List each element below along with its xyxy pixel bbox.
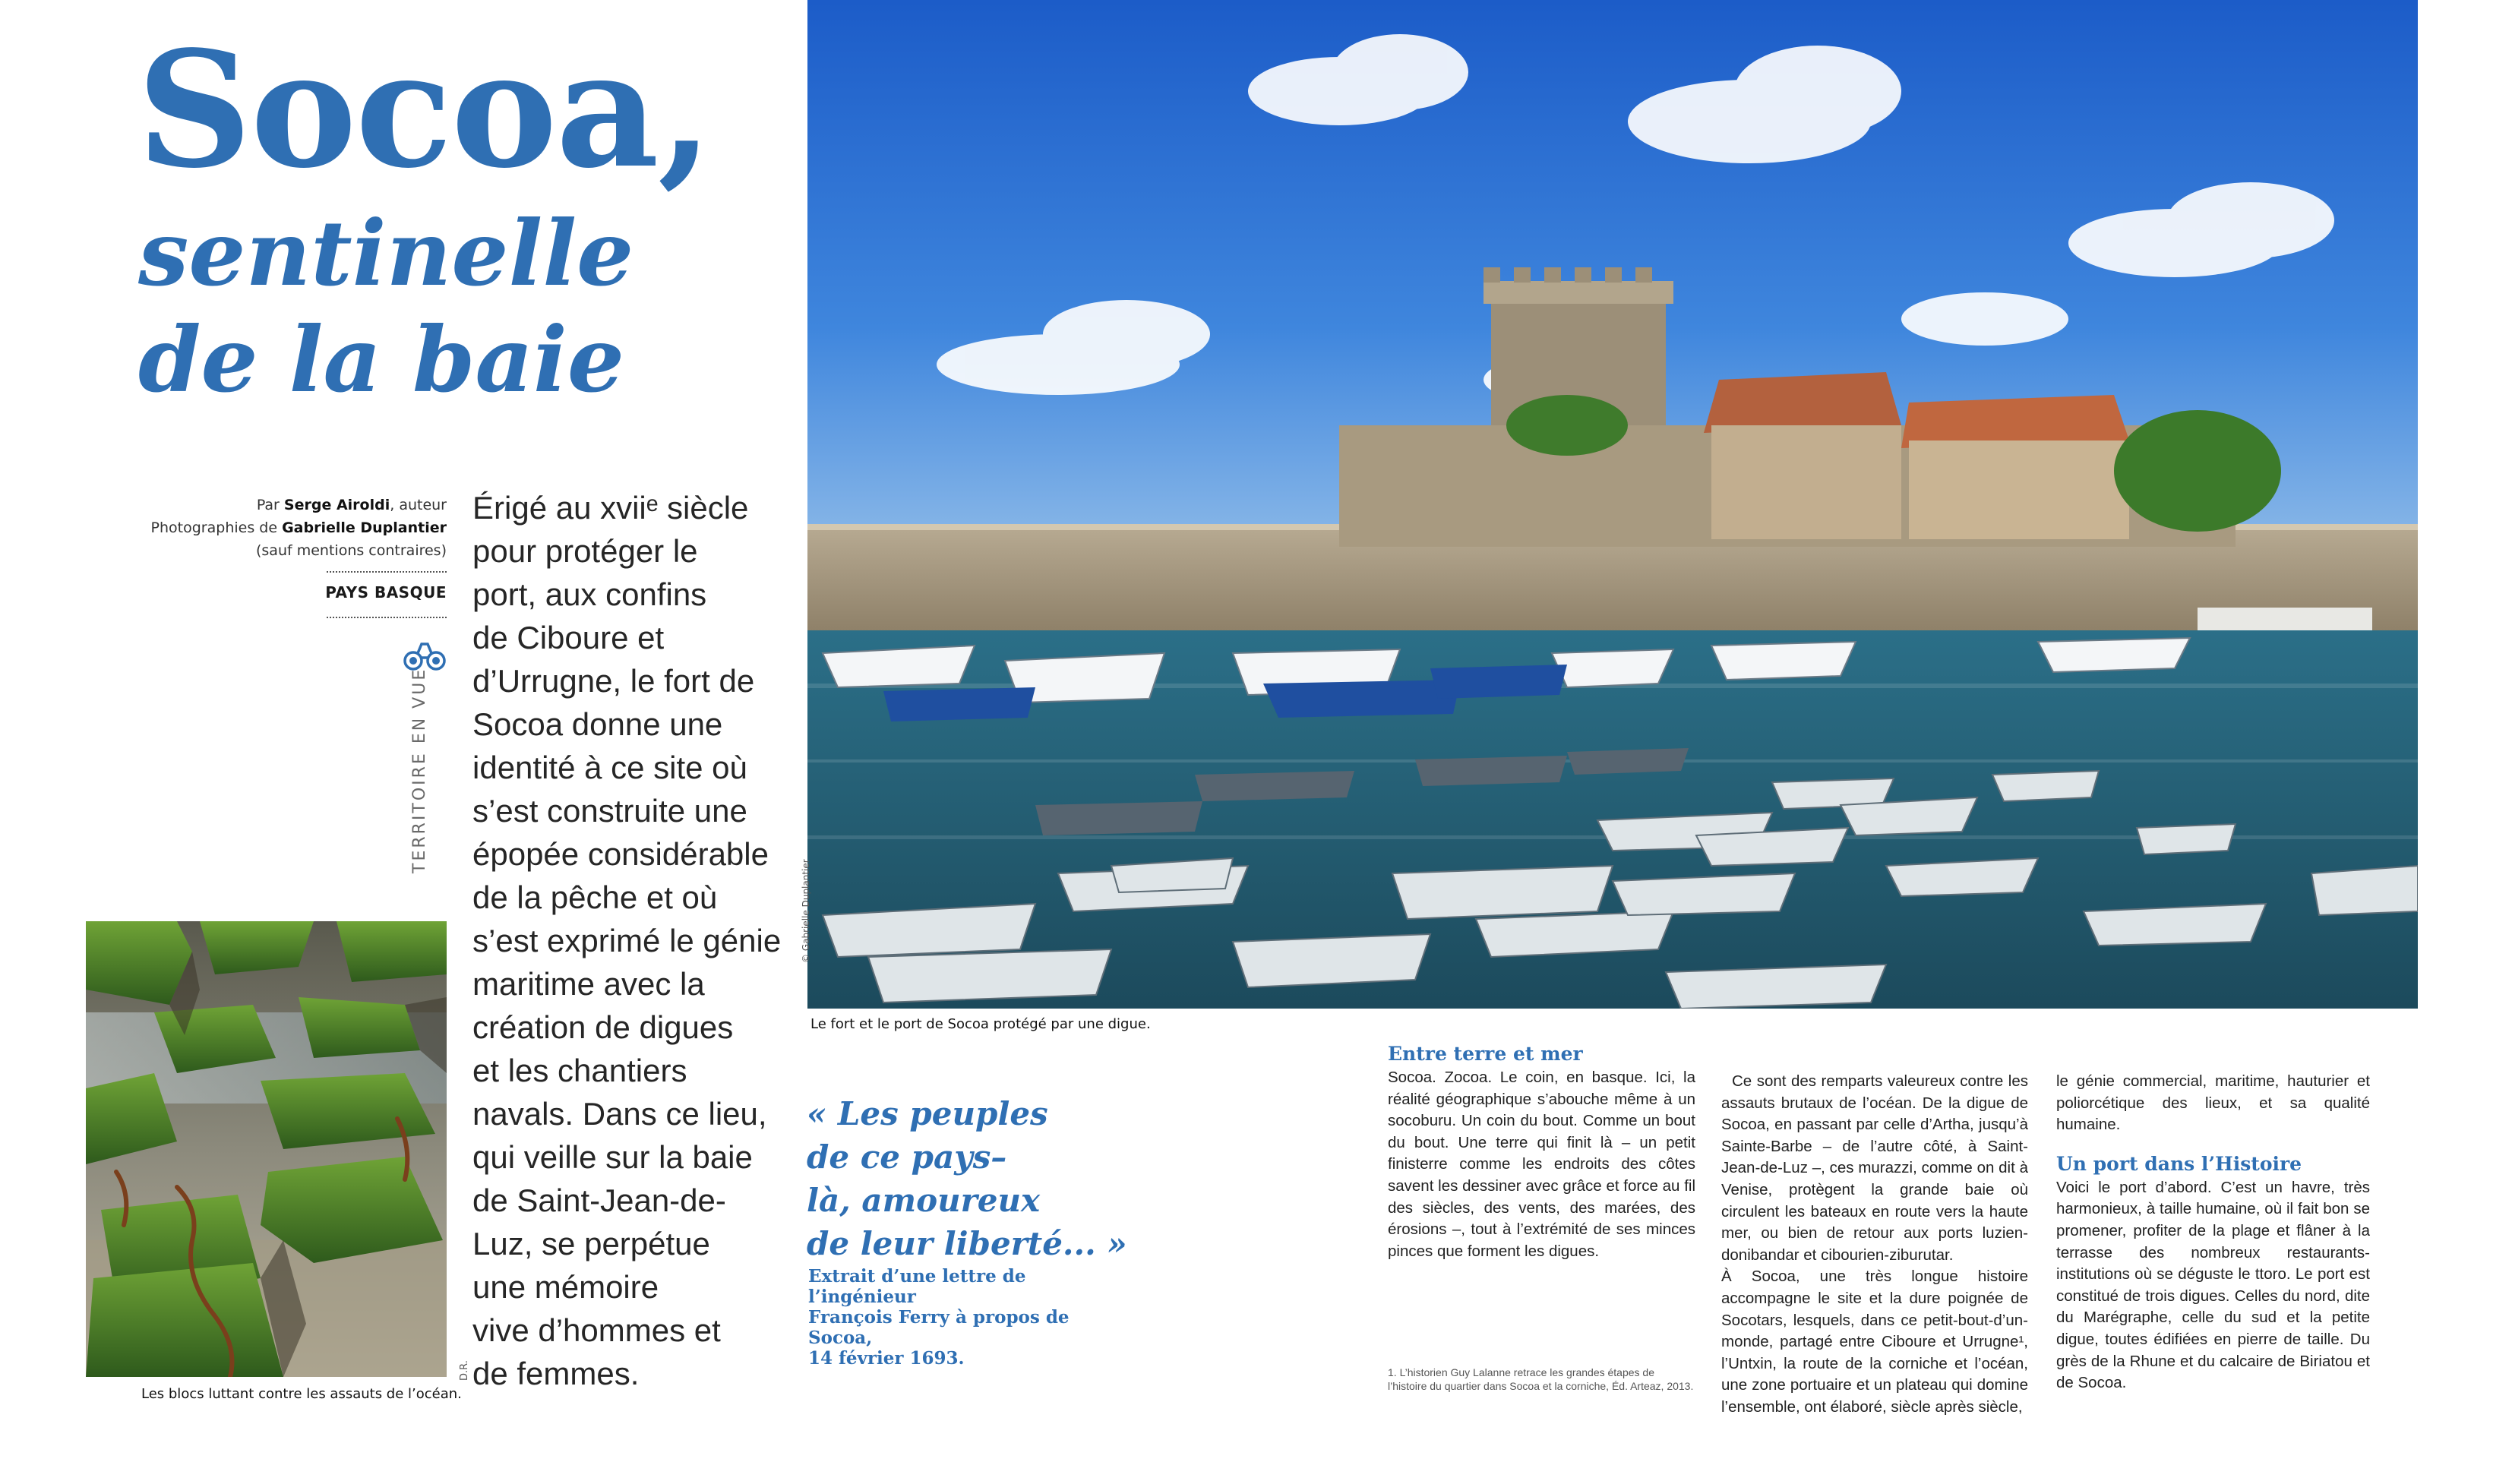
section-heading-un-port-dans-l-histoire: Un port dans l’Histoire (2056, 1152, 2302, 1175)
photographer-prefix: Photographies de (150, 519, 283, 536)
intro-line: de la pêche et où (472, 879, 718, 915)
section-label: TERRITOIRE EN VUE (410, 667, 429, 873)
page-subtitle-line2: de la baie (138, 307, 624, 412)
intro-line: qui veille sur la baie (472, 1139, 753, 1175)
page-title: Socoa, (137, 16, 712, 204)
intro-line: de femmes. (472, 1356, 640, 1391)
author-suffix: , auteur (390, 497, 447, 513)
pull-quote-line: de ce pays– (807, 1138, 1007, 1176)
intro-line: Érigé au xviiᵉ siècle (472, 490, 749, 526)
article-column-3 (2056, 1071, 2370, 1394)
article-column-1 (1388, 1043, 1695, 1262)
binoculars-icon (401, 639, 448, 671)
small-photo-caption: Les blocs luttant contre les assauts de l’océan. (141, 1386, 462, 1402)
intro-line: une mémoire (472, 1269, 659, 1305)
article-paragraph: Ce sont des remparts valeureux contre les assauts brutaux de l’océan. De la digue de Socoa, en passant par celle d’Artha, jusqu’à Sainte-Barbe – de l’autre côté, à Saint-Jean-de-Luz –, ces murazzi, comme on dit à Venise, protègent la grande baie où circulent les bateaux en route vers la haute mer, ou bien de retour aux ports luzien-donibandar et cibourien-ziburutar. (1721, 1072, 2028, 1264)
intro-line: s’est exprimé le génie (472, 923, 782, 958)
pull-quote (807, 1092, 1126, 1265)
photographer-name: Gabrielle Duplantier (282, 519, 447, 536)
intro-line: Luz, se perpétue (472, 1226, 710, 1261)
main-photo-credit: © Gabrielle Duplantier (801, 859, 811, 963)
intro-line: de Saint-Jean-de- (472, 1182, 726, 1218)
pull-quote-line: là, amoureux (807, 1182, 1041, 1219)
author-name: Serge Airoldi (283, 497, 390, 513)
intro-line: pour protéger le (472, 533, 698, 569)
intro-line: s’est construite une (472, 793, 747, 829)
pull-quote-line: « Les peuples (807, 1095, 1048, 1132)
intro-line: vive d’hommes et (472, 1312, 721, 1348)
section-heading-entre-terre-et-mer: Entre terre et mer (1388, 1043, 1583, 1065)
region-divider (327, 617, 447, 618)
region-label: PAYS BASQUE (325, 583, 447, 601)
quote-source-line: François Ferry à propos de Socoa, (808, 1307, 1070, 1348)
intro-line: maritime avec la (472, 966, 705, 1002)
article-column-2 (1721, 1071, 2028, 1419)
pull-quote-line: de leur liberté... » (807, 1225, 1127, 1262)
small-photo-credit: D.R. (459, 1360, 470, 1381)
article-paragraph: Voici le port d’abord. C’est un havre, très harmonieux, à taille humaine, où il fait bon se promener, profiter de la plage et flâner à la terrasse des nombreux restaurants-institutions où se déguste le ttoro. Le port est constitué de trois digues. Celles du nord, dite du Marégraphe, celle du sud et la petite digue, toutes édifiées en pierre de taille. Du grès de la Rhune et du calcaire de Biriatou et de Socoa. (2056, 1178, 2370, 1392)
intro-line: navals. Dans ce lieu, (472, 1096, 767, 1132)
photo-note: (sauf mentions contraires) (256, 542, 447, 559)
footnote: 1. L’historien Guy Lalanne retrace les grandes étapes de l’histoire du quartier dans Socoa et la corniche, Éd. Arteaz, 2013. (1388, 1366, 1694, 1392)
author-credit (257, 494, 447, 516)
main-photo-caption: Le fort et le port de Socoa protégé par une digue. (810, 1016, 1151, 1032)
intro-line: identité à ce site où (472, 750, 747, 785)
intro-line: port, aux confins (472, 576, 707, 612)
breakwater-blocks-photo (86, 921, 447, 1377)
intro-line: d’Urrugne, le fort de (472, 663, 755, 699)
intro-line: et les chantiers (472, 1053, 687, 1088)
photographer-credit (151, 516, 447, 539)
credit-divider (327, 571, 447, 573)
page-subtitle-line1: sentinelle (138, 200, 634, 306)
quote-source (808, 1266, 1127, 1369)
article-paragraph: le génie commercial, maritime, hauturier et poliorcétique des lieux, et sa qualité humaine. (2056, 1072, 2370, 1134)
article-paragraph: Socoa. Zocoa. Le coin, en basque. Ici, la réalité géographique s’abouche même à un socoburu. Un coin du bout. Comme un bout du bout. Une terre qui finit là – un petit finisterre comme les endroits des côtes savent les dessiner avec grâce et force au fil des siècles, des vents, des marées, des érosions –, tout à l’extrémité de ses minces pinces que forment les digues. (1388, 1069, 1695, 1260)
author-prefix: Par (256, 497, 284, 513)
article-paragraph: À Socoa, une très longue histoire accompagne le site et la dure poignée de Socotars, lesquels, dans ce petit-bout-d’un-monde, partagé entre Ciboure et Urrugne¹, l’Untxin, la route de la corniche et l’océan, une zone portuaire et un plateau qui domine l’ensemble, ont élaboré, siècle après siècle, (1721, 1268, 2028, 1416)
intro-line: épopée considérable (472, 836, 769, 872)
fort-harbour-photo (807, 0, 2418, 1009)
intro-line: Socoa donne une (472, 706, 723, 742)
quote-source-line: Extrait d’une lettre de l’ingénieur (808, 1266, 1026, 1307)
intro-line: de Ciboure et (472, 620, 665, 655)
intro-paragraph (472, 486, 792, 1395)
intro-line: création de digues (472, 1009, 734, 1045)
quote-source-line: 14 février 1693. (808, 1348, 965, 1369)
